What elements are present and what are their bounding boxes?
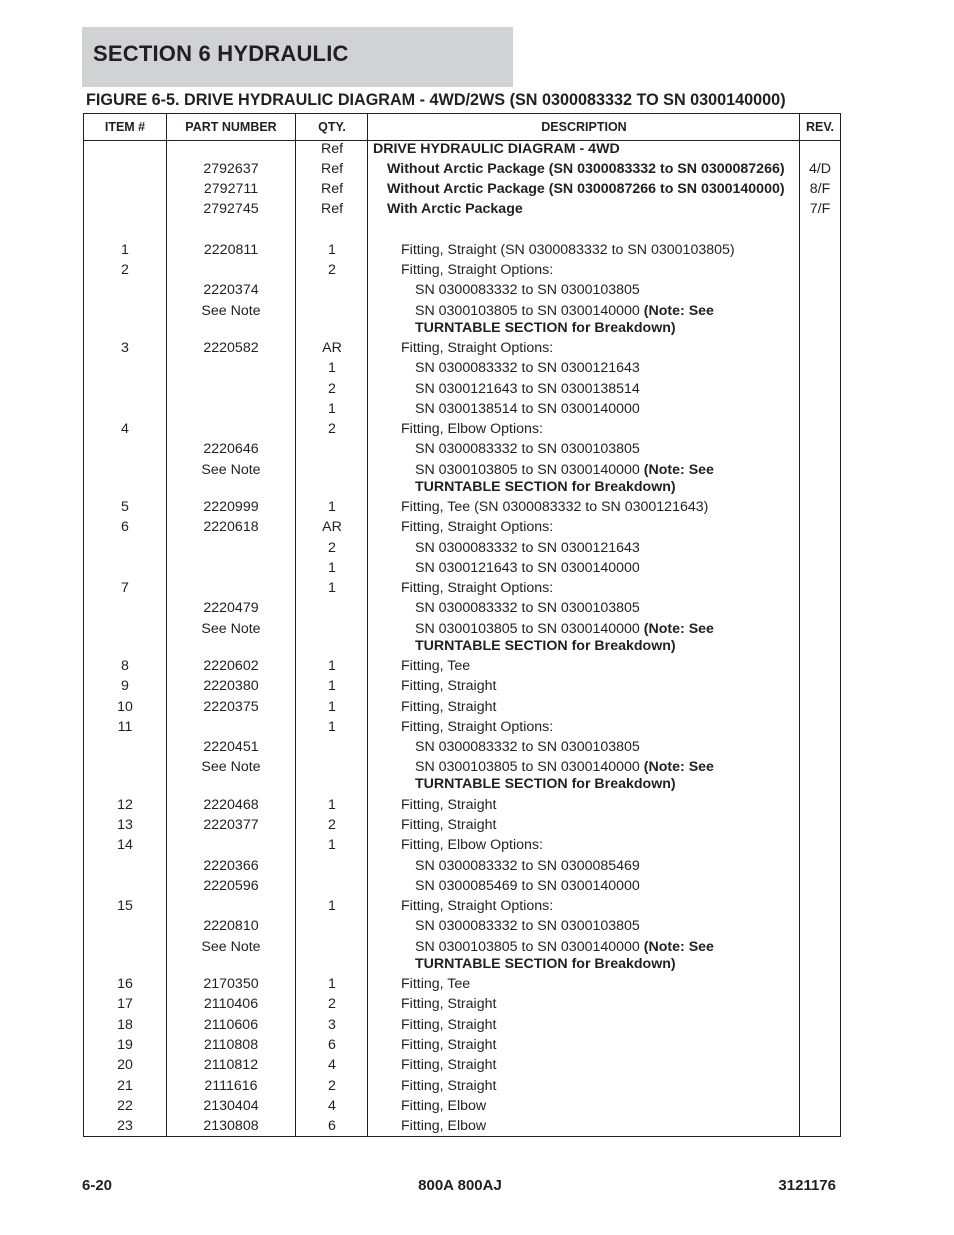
part-number: 2220375 <box>203 699 259 715</box>
footer-doc-number: 3121176 <box>778 1177 836 1194</box>
item-number: 5 <box>121 499 129 515</box>
description-note-continued: TURNTABLE SECTION for Breakdown) <box>415 479 676 495</box>
description-text: SN 0300083332 to SN 0300103805 <box>415 918 640 934</box>
description <box>401 699 496 716</box>
footer-model: 800A 800AJ <box>418 1177 502 1194</box>
quantity: 1 <box>328 580 336 596</box>
parts-table <box>83 113 841 1137</box>
description <box>401 837 543 854</box>
description-text: Fitting, Straight <box>401 678 497 694</box>
description-text: SN 0300083332 to SN 0300085469 <box>415 858 640 874</box>
quantity: 1 <box>328 678 336 694</box>
description-note: (Note: See <box>643 303 714 319</box>
part-number: 2220374 <box>203 282 259 298</box>
part-number: 2792745 <box>203 201 259 217</box>
description-text: Fitting, Straight <box>401 996 497 1012</box>
description <box>415 303 714 337</box>
description-text: Fitting, Tee (SN 0300083332 to SN 0300121643) <box>401 499 709 515</box>
quantity: Ref <box>320 201 344 217</box>
description <box>415 621 714 655</box>
part-number: 2220582 <box>203 340 259 356</box>
part-number: 2220596 <box>203 878 259 894</box>
description <box>415 759 714 793</box>
description <box>401 1098 486 1115</box>
item-number: 21 <box>117 1078 133 1094</box>
part-number: 2220366 <box>203 858 259 874</box>
description <box>415 600 640 617</box>
quantity: 1 <box>328 837 336 853</box>
description-text: With Arctic Package <box>387 201 523 217</box>
description-text: SN 0300121643 to SN 0300138514 <box>415 381 640 397</box>
revision: 7/F <box>809 201 831 217</box>
description <box>401 797 496 814</box>
description-text: SN 0300103805 to SN 0300140000 <box>415 939 644 955</box>
description-note: (Note: See <box>643 462 714 478</box>
part-number: 2220468 <box>203 797 259 813</box>
figure-title: FIGURE 6-5. DRIVE HYDRAULIC DIAGRAM - 4WD/2WS (SN 0300083332 TO SN 0300140000) <box>86 91 786 109</box>
quantity: 1 <box>328 242 336 258</box>
quantity: 2 <box>328 996 336 1012</box>
description <box>401 1078 496 1095</box>
description <box>387 161 785 178</box>
description-text: Fitting, Straight <box>401 1037 497 1053</box>
description-note: (Note: See <box>643 621 714 637</box>
description-text: SN 0300103805 to SN 0300140000 <box>415 621 644 637</box>
description-text: SN 0300083332 to SN 0300121643 <box>415 540 640 556</box>
description-text: SN 0300083332 to SN 0300103805 <box>415 441 640 457</box>
description-text: Fitting, Straight <box>401 797 497 813</box>
item-number: 14 <box>117 837 133 853</box>
quantity: Ref <box>320 181 344 197</box>
description-note-continued: TURNTABLE SECTION for Breakdown) <box>415 638 676 654</box>
part-number: 2220646 <box>203 441 259 457</box>
quantity: 2 <box>328 421 336 437</box>
item-number: 17 <box>117 996 133 1012</box>
part-number: 2110406 <box>203 996 259 1012</box>
description <box>401 421 543 438</box>
quantity: Ref <box>320 141 344 157</box>
part-number: 2110606 <box>203 1017 259 1033</box>
item-number: 7 <box>121 580 129 596</box>
quantity: 2 <box>328 540 336 556</box>
description <box>415 858 640 875</box>
description-text: Fitting, Straight <box>401 699 497 715</box>
quantity: 2 <box>328 381 336 397</box>
item-number: 4 <box>121 421 129 437</box>
quantity: 1 <box>328 898 336 914</box>
header-qty: QTY. <box>318 120 346 134</box>
section-title: SECTION 6 HYDRAULIC <box>93 41 349 66</box>
description-text: Fitting, Straight (SN 0300083332 to SN 0300103805) <box>401 242 735 258</box>
quantity: 1 <box>328 658 336 674</box>
item-number: 11 <box>117 719 133 735</box>
item-number: 6 <box>121 519 129 535</box>
header-description: DESCRIPTION <box>541 120 627 134</box>
description <box>401 499 708 516</box>
item-number: 15 <box>117 898 133 914</box>
description-text: Fitting, Elbow Options: <box>401 837 543 853</box>
quantity: 3 <box>328 1017 336 1033</box>
description-text: Fitting, Straight <box>401 817 497 833</box>
description-text: SN 0300083332 to SN 0300103805 <box>415 739 640 755</box>
part-number: See Note <box>201 939 261 955</box>
description-text: SN 0300103805 to SN 0300140000 <box>415 759 644 775</box>
part-number: See Note <box>201 621 261 637</box>
quantity: 1 <box>328 499 336 515</box>
description <box>401 976 470 993</box>
part-number: 2220999 <box>203 499 259 515</box>
description <box>415 381 640 398</box>
quantity: 6 <box>328 1118 336 1134</box>
description-text: Fitting, Straight Options: <box>401 580 554 596</box>
part-number: 2792637 <box>203 161 259 177</box>
part-number: 2220810 <box>203 918 259 934</box>
item-number: 12 <box>117 797 133 813</box>
part-number: 2220479 <box>203 600 259 616</box>
description-text: SN 0300103805 to SN 0300140000 <box>415 462 644 478</box>
item-number: 10 <box>117 699 133 715</box>
part-number: 2130404 <box>203 1098 259 1114</box>
revision: 8/F <box>809 181 831 197</box>
part-number: 2220602 <box>203 658 259 674</box>
description-text: Fitting, Straight <box>401 1078 497 1094</box>
item-number: 13 <box>117 817 133 833</box>
description <box>387 181 785 198</box>
quantity: 1 <box>328 976 336 992</box>
quantity: 4 <box>328 1057 336 1073</box>
quantity: AR <box>322 519 342 535</box>
description <box>415 939 714 973</box>
description-note-continued: TURNTABLE SECTION for Breakdown) <box>415 956 676 972</box>
description-note: (Note: See <box>643 759 714 775</box>
description <box>415 401 640 418</box>
description-text: Fitting, Elbow <box>401 1118 487 1134</box>
item-number: 20 <box>117 1057 133 1073</box>
item-number: 22 <box>117 1098 133 1114</box>
description <box>415 878 640 895</box>
item-number: 9 <box>121 678 129 694</box>
header-rev: REV. <box>805 120 835 134</box>
description <box>401 519 553 536</box>
quantity: AR <box>322 340 342 356</box>
description <box>401 996 496 1013</box>
item-number: 2 <box>121 262 129 278</box>
item-number: 18 <box>117 1017 133 1033</box>
quantity: 2 <box>328 817 336 833</box>
part-number: 2130808 <box>203 1118 259 1134</box>
item-number: 23 <box>117 1118 133 1134</box>
item-number: 1 <box>121 242 129 258</box>
description-text: DRIVE HYDRAULIC DIAGRAM - 4WD <box>373 141 620 157</box>
description <box>415 540 640 557</box>
description-text: SN 0300121643 to SN 0300140000 <box>415 560 640 576</box>
part-number: 2111616 <box>204 1078 258 1094</box>
description-text: Without Arctic Package (SN 0300087266 to SN 0300140000) <box>387 181 785 197</box>
description <box>401 719 553 736</box>
quantity: 1 <box>328 797 336 813</box>
description-text: SN 0300083332 to SN 0300121643 <box>415 360 640 376</box>
part-number: 2110812 <box>203 1057 259 1073</box>
description-text: Fitting, Straight Options: <box>401 262 554 278</box>
quantity: 1 <box>328 699 336 715</box>
part-number: See Note <box>201 303 261 319</box>
description <box>415 441 640 458</box>
description <box>415 282 640 299</box>
description <box>401 1057 496 1074</box>
quantity: Ref <box>320 161 344 177</box>
quantity: 1 <box>328 560 336 576</box>
description <box>401 242 735 259</box>
quantity: 6 <box>328 1037 336 1053</box>
description <box>401 262 553 279</box>
part-number: 2220811 <box>203 242 259 258</box>
description-note-continued: TURNTABLE SECTION for Breakdown) <box>415 776 676 792</box>
description-text: Fitting, Elbow <box>401 1098 487 1114</box>
description <box>401 658 470 675</box>
description <box>415 918 640 935</box>
quantity: 1 <box>328 401 336 417</box>
part-number: 2792711 <box>203 181 259 197</box>
quantity: 4 <box>328 1098 336 1114</box>
description <box>415 560 640 577</box>
description-text: Fitting, Straight <box>401 1057 497 1073</box>
part-number: See Note <box>201 759 261 775</box>
item-number: 3 <box>121 340 129 356</box>
description-text: Fitting, Straight Options: <box>401 898 554 914</box>
description-text: Fitting, Straight Options: <box>401 340 554 356</box>
description <box>401 580 553 597</box>
revision: 4/D <box>808 161 832 177</box>
quantity: 1 <box>328 360 336 376</box>
part-number: See Note <box>201 462 261 478</box>
description <box>415 360 640 377</box>
item-number: 19 <box>117 1037 133 1053</box>
description <box>415 739 640 756</box>
header-part-number: PART NUMBER <box>185 120 277 134</box>
description-text: Fitting, Straight Options: <box>401 719 554 735</box>
description-note: (Note: See <box>643 939 714 955</box>
description-text: SN 0300103805 to SN 0300140000 <box>415 303 644 319</box>
description <box>401 898 553 915</box>
description <box>401 1017 496 1034</box>
description <box>373 141 620 158</box>
description-text: Fitting, Tee <box>401 658 471 674</box>
description-text: SN 0300083332 to SN 0300103805 <box>415 600 640 616</box>
column-divider <box>799 114 800 1136</box>
description-note-continued: TURNTABLE SECTION for Breakdown) <box>415 320 676 336</box>
description <box>401 817 496 834</box>
description <box>401 678 496 695</box>
description-text: Fitting, Straight Options: <box>401 519 554 535</box>
description-text: Fitting, Tee <box>401 976 471 992</box>
description <box>415 462 714 496</box>
description <box>401 1037 496 1054</box>
description-text: SN 0300085469 to SN 0300140000 <box>415 878 640 894</box>
quantity: 2 <box>328 262 336 278</box>
footer-page-number: 6-20 <box>82 1177 113 1194</box>
description-text: Fitting, Elbow Options: <box>401 421 543 437</box>
part-number: 2170350 <box>203 976 259 992</box>
quantity: 1 <box>328 719 336 735</box>
description <box>387 201 523 218</box>
part-number: 2220377 <box>203 817 259 833</box>
description <box>401 1118 486 1135</box>
description-text: SN 0300083332 to SN 0300103805 <box>415 282 640 298</box>
part-number: 2220618 <box>203 519 259 535</box>
description-text: Fitting, Straight <box>401 1017 497 1033</box>
item-number: 8 <box>121 658 129 674</box>
part-number: 2220380 <box>203 678 259 694</box>
description-text: Without Arctic Package (SN 0300083332 to SN 0300087266) <box>387 161 785 177</box>
part-number: 2220451 <box>203 739 259 755</box>
quantity: 2 <box>328 1078 336 1094</box>
description-text: SN 0300138514 to SN 0300140000 <box>415 401 640 417</box>
header-item: ITEM # <box>104 120 146 134</box>
part-number: 2110808 <box>203 1037 259 1053</box>
item-number: 16 <box>117 976 133 992</box>
description <box>401 340 553 357</box>
